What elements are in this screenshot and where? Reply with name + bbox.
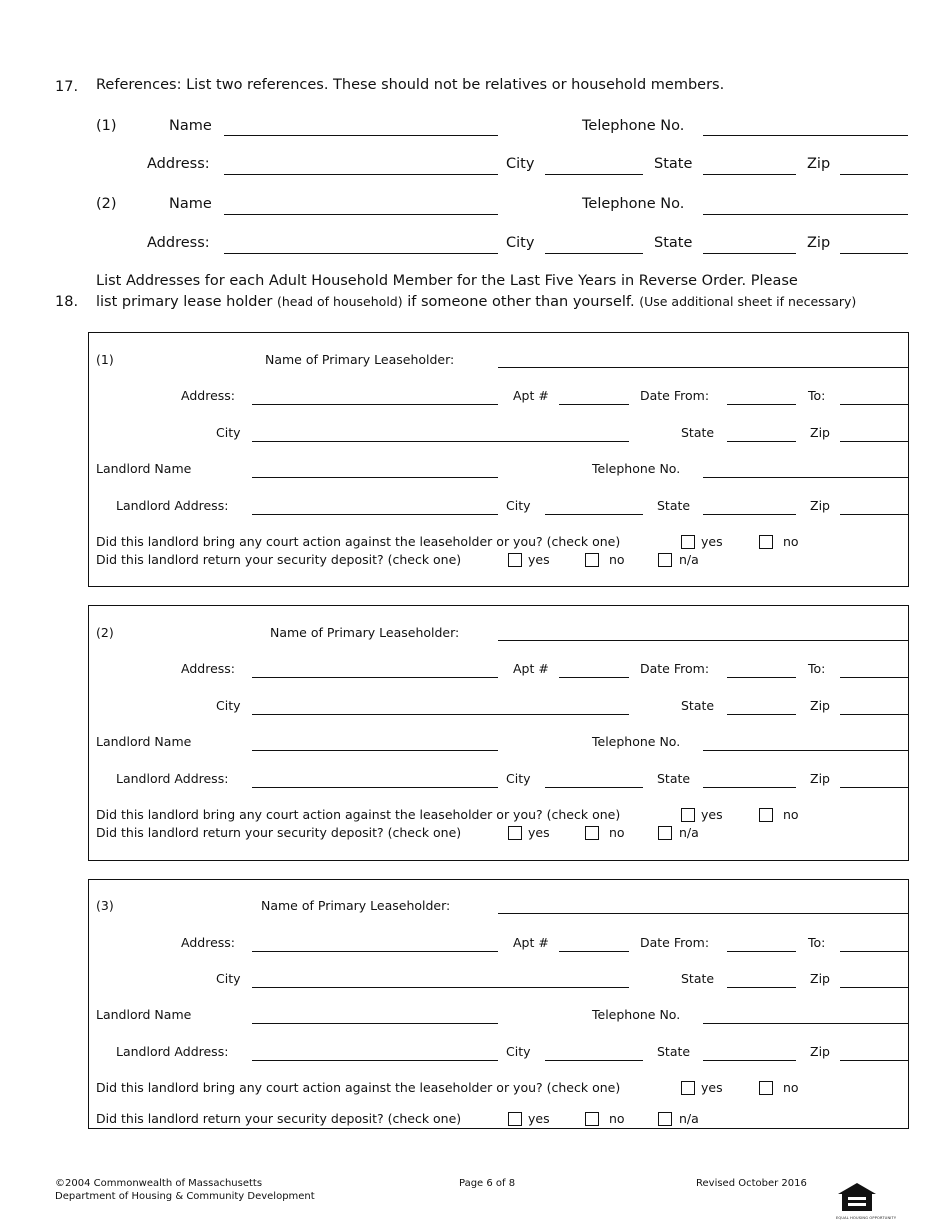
city-field[interactable] [252,428,629,442]
telephone-label: Telephone No. [592,461,681,476]
court-yes-checkbox[interactable] [681,535,695,549]
address-label: Address: [147,156,210,172]
landlord-address-field[interactable] [252,501,498,515]
deposit-question: Did this landlord return your security deposit? (check one) [96,1111,462,1126]
landlord-name-label: Landlord Name [96,461,192,476]
date-from-field[interactable] [727,664,796,678]
landlord-name-field[interactable] [252,464,498,478]
reference-state-field[interactable] [703,161,796,175]
leaseholder-name-field[interactable] [498,627,908,641]
q18-heading-line2 [96,294,856,310]
q18-line2-text: list primary lease holder [96,294,273,310]
zip-field[interactable] [840,974,908,988]
address-history-box-2 [88,605,909,861]
landlord-zip-field[interactable] [840,1047,908,1061]
reference-city-field[interactable] [545,240,643,254]
reference-telephone-field[interactable] [703,122,908,136]
entry-index: (3) [96,898,114,913]
deposit-na-checkbox[interactable] [658,553,672,567]
court-yes-checkbox[interactable] [681,1081,695,1095]
state-label: State [681,971,715,986]
deposit-question: Did this landlord return your security deposit? (check one) [96,825,462,840]
state-label: State [681,698,715,713]
zip-label: Zip [807,156,831,172]
landlord-address-label: Landlord Address: [116,498,229,513]
deposit-no-checkbox[interactable] [585,553,599,567]
deposit-na-checkbox[interactable] [658,1112,672,1126]
landlord-zip-field[interactable] [840,774,908,788]
deposit-no-label: no [609,825,625,840]
state-label: State [654,156,693,172]
apt-field[interactable] [559,938,629,952]
reference-name-field[interactable] [224,201,498,215]
date-from-label: Date From: [640,935,710,950]
address-label: Address: [181,935,235,950]
landlord-name-label: Landlord Name [96,1007,192,1022]
reference-zip-field[interactable] [840,240,908,254]
zip-field[interactable] [840,701,908,715]
court-action-question: Did this landlord bring any court action against the leaseholder or you? (check one) [96,534,621,549]
city-label: City [506,156,535,172]
apt-label: Apt # [513,935,549,950]
date-from-field[interactable] [727,938,796,952]
q17-heading: References: List two references. These should not be relatives or household members. [96,77,725,93]
landlord-city-field[interactable] [545,774,643,788]
q18-line2-note: (head of household) [276,294,403,309]
landlord-zip-field[interactable] [840,501,908,515]
deposit-no-checkbox[interactable] [585,826,599,840]
reference-telephone-field[interactable] [703,201,908,215]
leaseholder-address-field[interactable] [252,391,498,405]
telephone-label: Telephone No. [582,118,685,134]
address-label: Address: [147,235,210,251]
date-from-label: Date From: [640,661,710,676]
date-to-field[interactable] [840,664,908,678]
court-no-checkbox[interactable] [759,1081,773,1095]
city-field[interactable] [252,974,629,988]
equal-housing-opportunity-icon [836,1182,897,1222]
address-label: Address: [181,661,235,676]
date-from-label: Date From: [640,388,710,403]
landlord-city-field[interactable] [545,501,643,515]
reference-index: (1) [96,118,117,134]
footer-copyright: ©2004 Commonwealth of Massachusetts [55,1178,263,1189]
court-yes-label: yes [701,807,723,822]
landlord-address-label: Landlord Address: [116,1044,229,1059]
court-no-label: no [783,1080,799,1095]
date-to-field[interactable] [840,938,908,952]
to-label: To: [808,661,826,676]
apt-field[interactable] [559,664,629,678]
deposit-na-checkbox[interactable] [658,826,672,840]
to-label: To: [808,935,826,950]
landlord-telephone-field[interactable] [703,1010,908,1024]
court-action-question: Did this landlord bring any court action against the leaseholder or you? (check one) [96,807,621,822]
court-no-label: no [783,807,799,822]
landlord-city-label: City [506,771,531,786]
state-field[interactable] [727,701,796,715]
address-label: Address: [181,388,235,403]
apt-label: Apt # [513,661,549,676]
q18-heading-line1: List Addresses for each Adult Household Member for the Last Five Years in Reverse Order. Please [96,273,798,289]
leaseholder-address-field[interactable] [252,938,498,952]
leaseholder-name-field[interactable] [498,354,908,368]
city-label: City [216,971,241,986]
leaseholder-name-field[interactable] [498,900,908,914]
reference-state-field[interactable] [703,240,796,254]
deposit-na-label: n/a [679,552,699,567]
entry-index: (2) [96,625,114,640]
deposit-yes-label: yes [528,552,550,567]
entry-index: (1) [96,352,114,367]
footer-revised: Revised October 2016 [696,1178,807,1189]
telephone-label: Telephone No. [582,196,685,212]
state-field[interactable] [727,428,796,442]
reference-name-field[interactable] [224,122,498,136]
telephone-label: Telephone No. [592,734,681,749]
landlord-name-field[interactable] [252,1010,498,1024]
court-no-checkbox[interactable] [759,535,773,549]
leaseholder-label: Name of Primary Leaseholder: [261,898,451,913]
date-from-field[interactable] [727,391,796,405]
landlord-address-field[interactable] [252,774,498,788]
q18-number: 18. [55,294,79,310]
city-label: City [506,235,535,251]
leaseholder-label: Name of Primary Leaseholder: [270,625,460,640]
zip-label: Zip [807,235,831,251]
state-field[interactable] [727,974,796,988]
landlord-city-label: City [506,1044,531,1059]
landlord-address-label: Landlord Address: [116,771,229,786]
telephone-label: Telephone No. [592,1007,681,1022]
landlord-name-label: Landlord Name [96,734,192,749]
landlord-city-field[interactable] [545,1047,643,1061]
leaseholder-label: Name of Primary Leaseholder: [265,352,455,367]
equal-housing-house-icon [836,1182,878,1212]
court-no-checkbox[interactable] [759,808,773,822]
deposit-yes-checkbox[interactable] [508,1112,522,1126]
deposit-yes-checkbox[interactable] [508,826,522,840]
city-field[interactable] [252,701,629,715]
name-label: Name [169,118,212,134]
court-yes-label: yes [701,1080,723,1095]
apt-label: Apt # [513,388,549,403]
landlord-state-label: State [657,1044,691,1059]
landlord-zip-label: Zip [810,771,830,786]
zip-label: Zip [810,698,830,713]
zip-field[interactable] [840,428,908,442]
reference-address-field[interactable] [224,161,498,175]
name-label: Name [169,196,212,212]
deposit-no-label: no [609,552,625,567]
reference-address-field[interactable] [224,240,498,254]
deposit-yes-checkbox[interactable] [508,553,522,567]
leaseholder-address-field[interactable] [252,664,498,678]
landlord-address-field[interactable] [252,1047,498,1061]
reference-city-field[interactable] [545,161,643,175]
zip-label: Zip [810,425,830,440]
city-label: City [216,425,241,440]
deposit-question: Did this landlord return your security deposit? (check one) [96,552,462,567]
deposit-na-label: n/a [679,1111,699,1126]
to-label: To: [808,388,826,403]
court-yes-checkbox[interactable] [681,808,695,822]
landlord-state-field[interactable] [703,1047,796,1061]
footer-department: Department of Housing & Community Development [55,1191,315,1202]
q18-line2-text2: if someone other than yourself. [407,294,635,310]
court-action-question: Did this landlord bring any court action against the leaseholder or you? (check one) [96,1080,621,1095]
court-yes-label: yes [701,534,723,549]
q17-number: 17. [55,79,79,95]
deposit-yes-label: yes [528,825,550,840]
reference-zip-field[interactable] [840,161,908,175]
landlord-telephone-field[interactable] [703,737,908,751]
deposit-no-label: no [609,1111,625,1126]
landlord-zip-label: Zip [810,498,830,513]
q18-line2-note2: (Use additional sheet if necessary) [639,294,857,309]
date-to-field[interactable] [840,391,908,405]
zip-label: Zip [810,971,830,986]
footer-page-number: Page 6 of 8 [459,1178,516,1189]
landlord-zip-label: Zip [810,1044,830,1059]
equal-housing-text: EQUAL HOUSING OPPORTUNITY [836,1216,897,1220]
landlord-state-field[interactable] [703,774,796,788]
landlord-telephone-field[interactable] [703,464,908,478]
deposit-no-checkbox[interactable] [585,1112,599,1126]
landlord-state-label: State [657,771,691,786]
landlord-city-label: City [506,498,531,513]
state-label: State [654,235,693,251]
state-label: State [681,425,715,440]
apt-field[interactable] [559,391,629,405]
city-label: City [216,698,241,713]
landlord-state-label: State [657,498,691,513]
landlord-name-field[interactable] [252,737,498,751]
deposit-yes-label: yes [528,1111,550,1126]
landlord-state-field[interactable] [703,501,796,515]
reference-index: (2) [96,196,117,212]
deposit-na-label: n/a [679,825,699,840]
court-no-label: no [783,534,799,549]
